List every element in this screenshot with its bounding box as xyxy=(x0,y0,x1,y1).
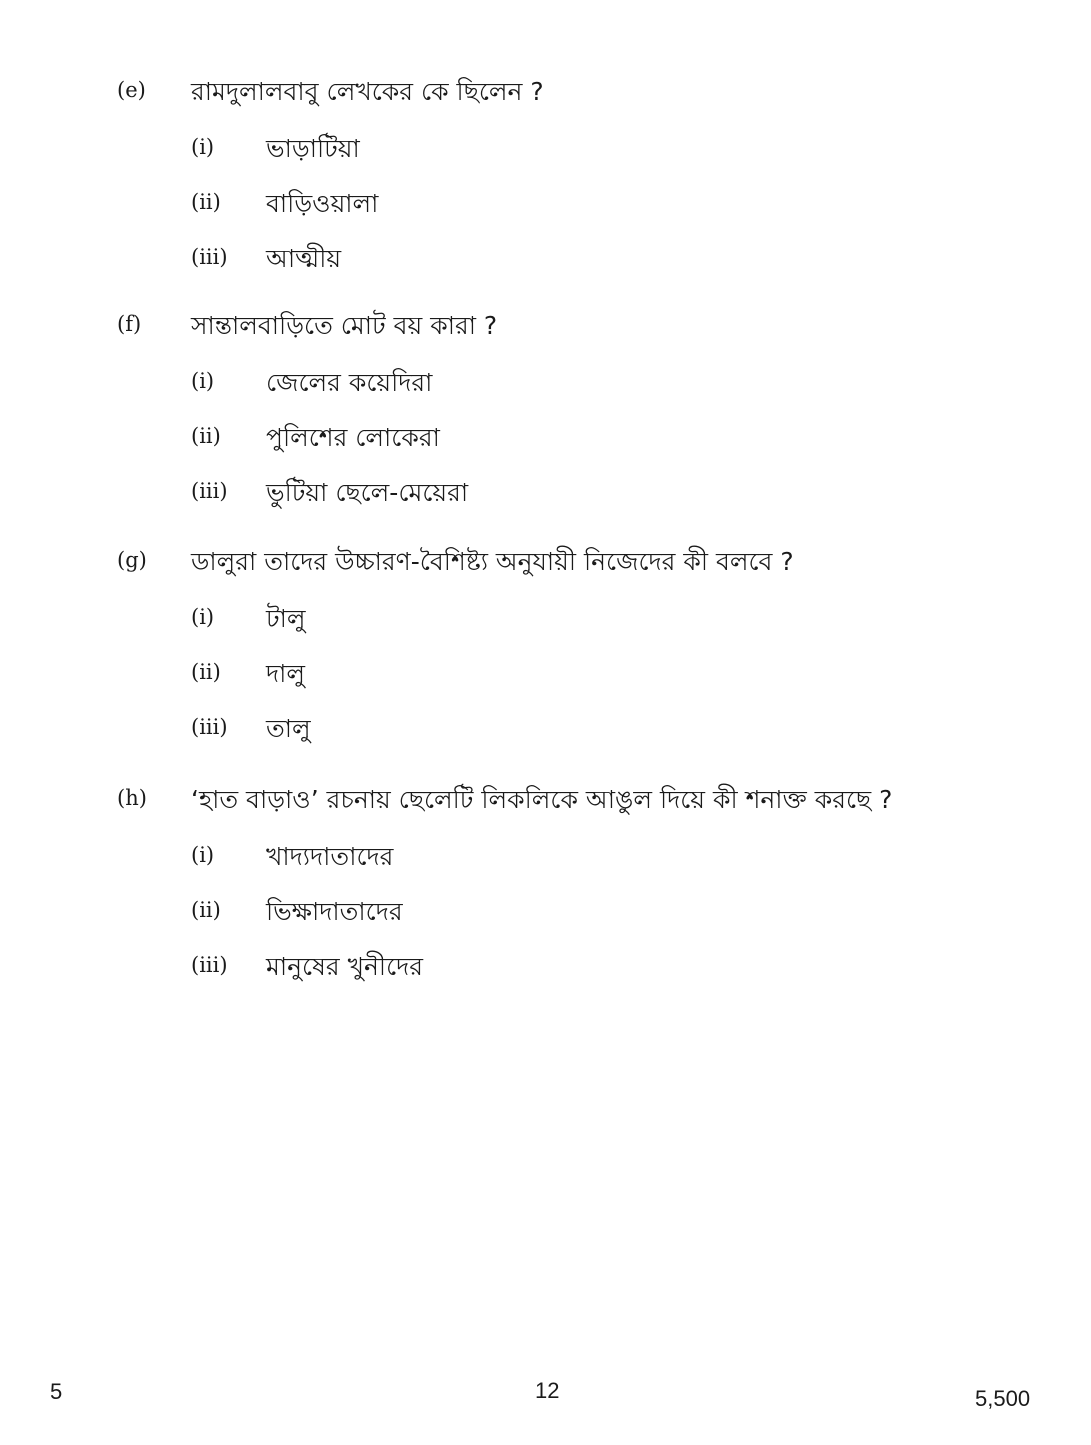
option-i xyxy=(117,357,1017,412)
option-text: ভিক্ষাদাতাদের xyxy=(266,897,403,926)
option-iii xyxy=(117,703,1017,758)
question-text: সান্তালবাড়িতে মোট বয় কারা ? xyxy=(191,311,498,340)
option-label: (iii) xyxy=(191,479,228,503)
option-label: (ii) xyxy=(191,424,221,448)
option-label: (iii) xyxy=(191,953,228,977)
option-label: (iii) xyxy=(191,245,228,269)
question-h xyxy=(117,780,1017,996)
option-text: খাদ্যদাতাদের xyxy=(266,842,394,871)
page-number: 12 xyxy=(535,1378,560,1403)
option-iii xyxy=(117,941,1017,996)
option-text: বাড়িওয়ালা xyxy=(266,189,379,218)
option-text: ভাড়াটিয়া xyxy=(266,134,360,163)
option-label: (i) xyxy=(191,605,215,629)
option-label: (i) xyxy=(191,843,215,867)
option-text: তালু xyxy=(266,714,311,743)
option-text: আত্মীয় xyxy=(266,244,342,273)
option-iii xyxy=(117,467,1017,522)
option-i xyxy=(117,123,1017,178)
option-text: ভুটিয়া ছেলে-মেয়েরা xyxy=(266,478,469,507)
option-ii xyxy=(117,412,1017,467)
option-ii xyxy=(117,178,1017,233)
question-label: (g) xyxy=(117,548,147,572)
print-count: 5,500 xyxy=(975,1386,1031,1411)
option-text: দালু xyxy=(266,659,306,688)
question-label: (e) xyxy=(117,78,146,102)
option-ii xyxy=(117,886,1017,941)
question-g xyxy=(117,542,1017,758)
option-text: মানুষের খুনীদের xyxy=(266,952,424,981)
option-ii xyxy=(117,648,1017,703)
option-label: (i) xyxy=(191,369,215,393)
option-label: (ii) xyxy=(191,190,221,214)
question-text: ডালুরা তাদের উচ্চারণ-বৈশিষ্ট্য অনুযায়ী নিজেদের কী বলবে ? xyxy=(191,547,794,576)
question-e xyxy=(117,72,1017,288)
question-text: ‘হাত বাড়াও’ রচনায় ছেলেটি লিকলিকে আঙুল দিয়ে কী শনাক্ত করছে ? xyxy=(191,785,893,814)
question-f xyxy=(117,306,1017,522)
option-text: পুলিশের লোকেরা xyxy=(266,423,440,452)
option-i xyxy=(117,593,1017,648)
question-text: রামদুলালবাবু লেখকের কে ছিলেন ? xyxy=(191,77,544,106)
option-iii xyxy=(117,233,1017,288)
option-label: (i) xyxy=(191,135,215,159)
option-label: (ii) xyxy=(191,898,221,922)
option-text: টালু xyxy=(266,604,306,633)
option-text: জেলের কয়েদিরা xyxy=(266,368,433,397)
option-i xyxy=(117,831,1017,886)
question-label: (h) xyxy=(117,786,147,810)
question-label: (f) xyxy=(117,312,142,336)
option-label: (iii) xyxy=(191,715,228,739)
option-label: (ii) xyxy=(191,660,221,684)
footer-code: 5 xyxy=(50,1379,63,1404)
